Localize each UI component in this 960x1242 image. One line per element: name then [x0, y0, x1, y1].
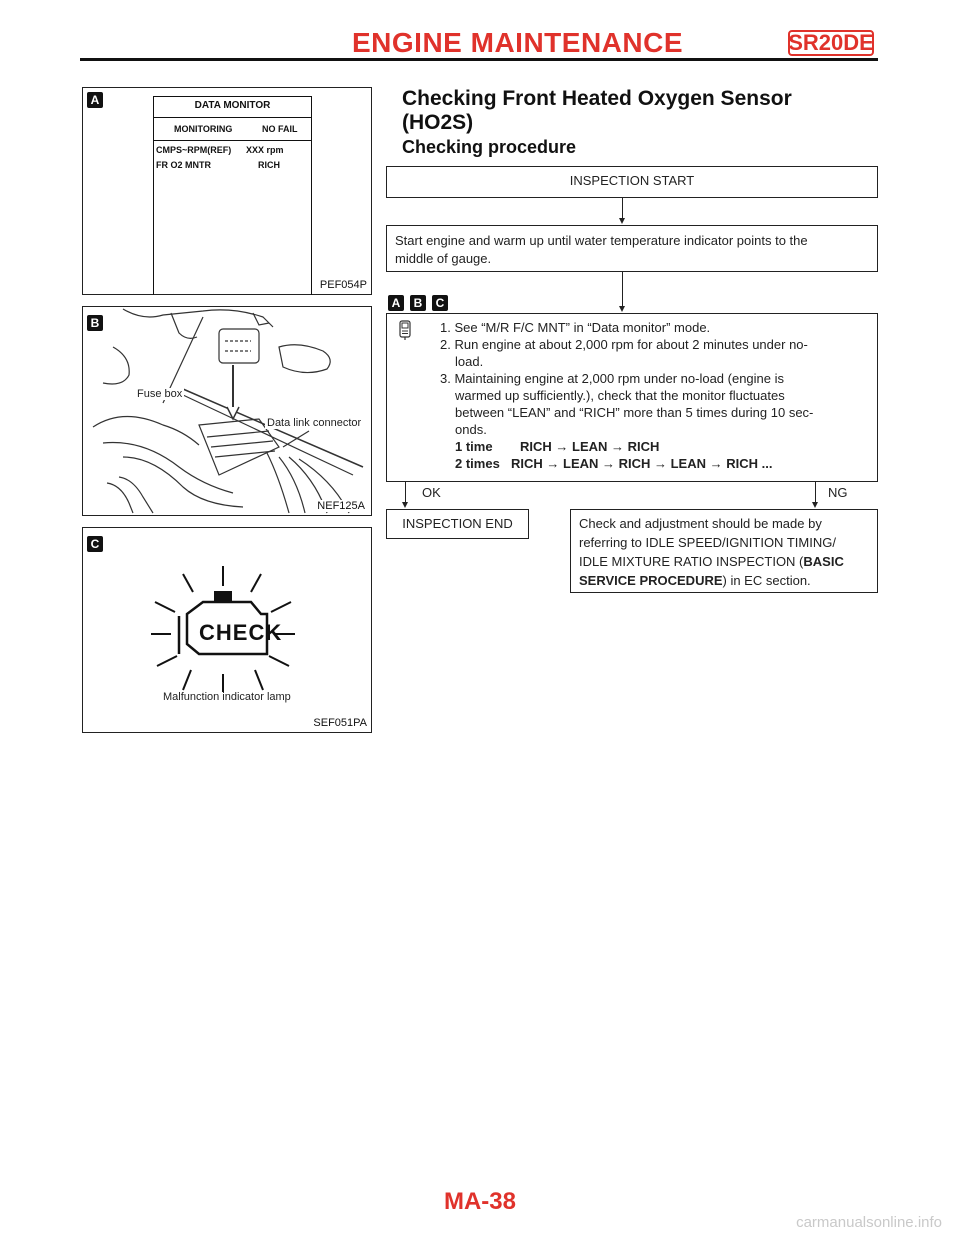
o2-value: RICH	[258, 160, 280, 170]
section-title-line2: (HO2S)	[402, 111, 474, 134]
step-1: 1. See “M/R F/C MNT” in “Data monitor” mode.	[440, 320, 711, 335]
engine-bay-illustration	[83, 307, 371, 515]
flow-inspection-end	[386, 509, 529, 539]
figure-c-badge: C	[87, 536, 103, 552]
o2-label: FR O2 MNTR	[156, 160, 211, 170]
arrow-2-head	[619, 306, 625, 312]
data-monitor-title: DATA MONITOR	[154, 97, 311, 118]
figure-a-panel	[82, 87, 372, 295]
header-title: ENGINE MAINTENANCE	[352, 27, 684, 58]
page-number: MA-38	[443, 1188, 516, 1215]
engine-code-badge	[788, 30, 874, 56]
ok-arrow-line	[405, 482, 406, 502]
ng-line2: referring to IDLE SPEED/IGNITION TIMING/	[579, 535, 836, 550]
ng-line1: Check and adjustment should be made by	[579, 516, 822, 531]
arrow-1-head	[619, 218, 625, 224]
step-3c: between “LEAN” and “RICH” more than 5 times during 10 sec-	[455, 405, 814, 420]
ng-line3-text: IDLE MIXTURE RATIO INSPECTION (	[579, 554, 804, 569]
flow-inspection-start	[386, 166, 878, 198]
figure-b-code: NEF125A	[317, 500, 365, 512]
section-title-line1: Checking Front Heated Oxygen Sensor	[402, 87, 792, 110]
figure-c-code: SEF051PA	[313, 717, 367, 729]
flow-warmup-box	[386, 225, 878, 272]
step-3b: warmed up sufficiently.), check that the monitor fluctuates	[455, 388, 785, 403]
ok-arrow-head	[402, 502, 408, 508]
monitoring-label: MONITORING	[174, 124, 233, 134]
one-time-sequence: RICH → LEAN → RICH	[520, 439, 660, 454]
mil-caption: Malfunction indicator lamp	[163, 691, 291, 703]
ng-line4-bold: SERVICE PROCEDURE	[579, 573, 723, 588]
engine-code-text: SR20DE	[788, 30, 874, 55]
flow-ng-action-box	[570, 509, 878, 593]
no-fail-label: NO FAIL	[262, 124, 298, 134]
ng-line4	[579, 571, 869, 590]
figure-b-panel	[82, 306, 372, 516]
inspection-end-label: INSPECTION END	[402, 516, 513, 531]
figure-c-panel	[82, 527, 372, 733]
data-link-connector-label: Data link connector	[267, 417, 362, 429]
one-time-label: 1 time	[455, 439, 493, 454]
ng-label: NG	[828, 485, 848, 500]
warmup-line2: middle of gauge.	[395, 251, 492, 266]
warmup-line1: Start engine and warm up until water temperature indicator points to the	[395, 233, 808, 248]
step-2b: load.	[455, 354, 484, 369]
two-times-sequence: RICH → LEAN → RICH → LEAN → RICH ...	[511, 456, 773, 471]
flow-badge-b: B	[410, 295, 426, 311]
flow-badge-a: A	[388, 295, 404, 311]
section-subtitle: Checking procedure	[402, 137, 577, 157]
arrow-1-line	[622, 198, 623, 218]
flow-procedure-box	[386, 313, 878, 482]
data-monitor-values	[154, 141, 311, 181]
consult-tool-icon	[397, 320, 413, 340]
figure-a-badge: A	[87, 92, 103, 108]
ng-line3	[579, 552, 869, 571]
step-2a: 2. Run engine at about 2,000 rpm for about 2 minutes under no-	[440, 337, 808, 352]
ng-arrow-line	[815, 482, 816, 502]
ng-line3-bold: BASIC	[803, 554, 844, 569]
step-3d: onds.	[455, 422, 487, 437]
arrow-2-line	[622, 272, 623, 306]
ng-arrow-head	[812, 502, 818, 508]
rpm-label: CMPS~RPM(REF)	[156, 145, 232, 155]
watermark: carmanualsonline.info	[796, 1214, 942, 1231]
fuse-box-label: Fuse box	[137, 388, 183, 400]
inspection-start-label: INSPECTION START	[569, 173, 695, 188]
figure-a-code: PEF054P	[319, 279, 367, 291]
data-monitor-status-row	[154, 118, 311, 141]
data-monitor-screen	[153, 96, 312, 295]
figure-b-badge: B	[87, 315, 103, 331]
check-text: CHECK	[199, 620, 283, 645]
two-times-label: 2 times	[455, 456, 500, 471]
flow-badge-c: C	[432, 295, 448, 311]
ng-line4-text: ) in EC section.	[722, 573, 811, 588]
ok-label: OK	[422, 485, 441, 500]
rpm-value: XXX rpm	[246, 145, 284, 155]
header-rule	[80, 58, 878, 61]
step-3a: 3. Maintaining engine at 2,000 rpm under no-load (engine is	[440, 371, 785, 386]
